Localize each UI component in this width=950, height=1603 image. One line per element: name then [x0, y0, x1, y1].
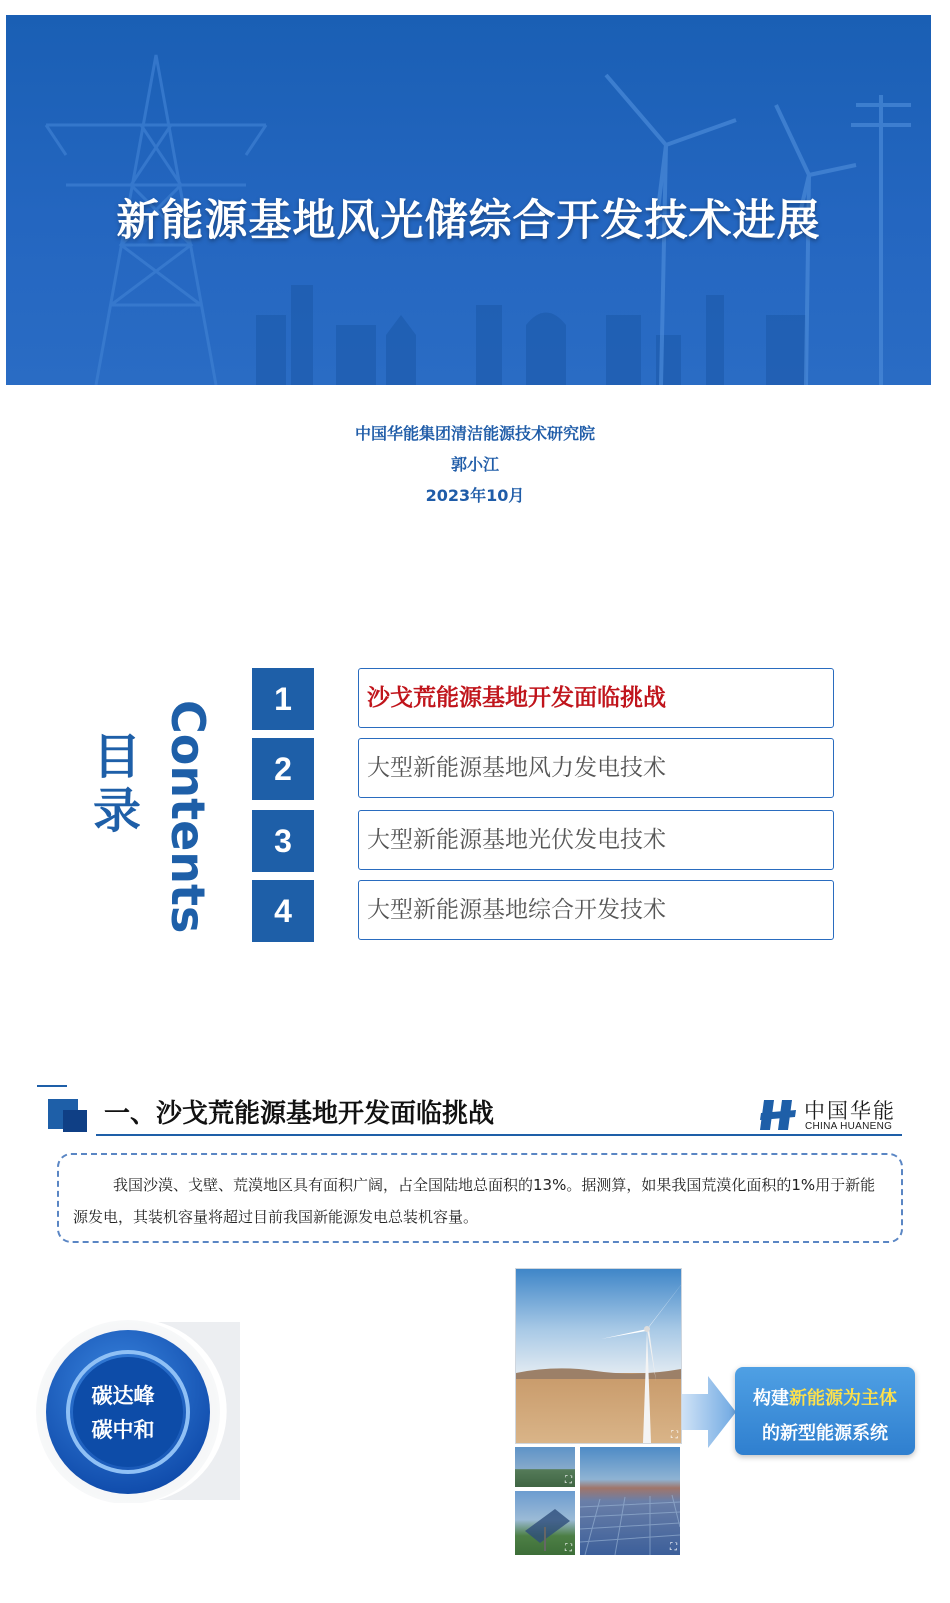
- goal-prefix: 构建: [753, 1388, 789, 1409]
- solar-field-photo-1[interactable]: [515, 1447, 575, 1487]
- section-title-rule: [96, 1134, 902, 1136]
- expand-icon[interactable]: ⛶: [670, 1542, 677, 1553]
- badge-line-1: 碳达峰: [91, 1384, 155, 1408]
- contents-heading-en: Contents: [161, 700, 215, 934]
- contents-number: 3: [252, 810, 314, 872]
- expand-icon[interactable]: ⛶: [671, 1430, 678, 1441]
- cover-date: 2023年10月: [425, 486, 525, 505]
- intro-note: 我国沙漠、戈壁、荒漠地区具有面积广阔，占全国陆地总面积的13%。据测算，如果我国荒漠化面积的1%用于新能源发电，其装机容量将超过目前我国新能源发电总装机容量。: [57, 1153, 903, 1243]
- contents-heading-cn: 目录: [92, 729, 141, 839]
- contents-number: 2: [252, 738, 314, 800]
- contents-item-1[interactable]: 沙戈荒能源基地开发面临挑战: [358, 668, 834, 728]
- solar-field-photo-2[interactable]: [580, 1447, 680, 1555]
- badge-line-2: 碳中和: [91, 1418, 155, 1442]
- cover-info: [0, 418, 950, 511]
- goal-line-1: [735, 1384, 915, 1410]
- section-marker-shadow: [63, 1110, 87, 1132]
- contents-number: 1: [252, 668, 314, 730]
- wind-turbine-icon: [516, 1269, 681, 1443]
- section-title: 一、沙戈荒能源基地开发面临挑战: [104, 1099, 495, 1129]
- logo-text-en: CHINA HUANENG: [805, 1121, 893, 1132]
- cover-organization: 中国华能集团清洁能源技术研究院: [354, 424, 595, 443]
- goal-highlight: 新能源为主体: [789, 1388, 897, 1409]
- cover-title: 新能源基地风光储综合开发技术进展: [116, 196, 821, 246]
- solar-field-photo-3[interactable]: [515, 1491, 575, 1555]
- wind-turbine-photo[interactable]: [515, 1268, 682, 1444]
- expand-icon[interactable]: ⛶: [565, 1475, 572, 1486]
- logo-text-cn: 中国华能: [804, 1099, 896, 1123]
- cover-banner: [6, 15, 931, 385]
- section-accent-line: [37, 1085, 67, 1087]
- expand-icon[interactable]: ⛶: [565, 1543, 572, 1554]
- carbon-badge: [18, 1318, 248, 1503]
- cover-author: 郭小江: [450, 455, 499, 474]
- contents-item-3[interactable]: 大型新能源基地光伏发电技术: [358, 810, 834, 870]
- contents-number: 4: [252, 880, 314, 942]
- goal-line-2: 的新型能源系统: [762, 1423, 888, 1444]
- china-huaneng-logo-icon: [758, 1098, 798, 1132]
- contents-item-4[interactable]: 大型新能源基地综合开发技术: [358, 880, 834, 940]
- contents-item-2[interactable]: 大型新能源基地风力发电技术: [358, 738, 834, 798]
- goal-callout: [735, 1367, 915, 1455]
- arrow-right-icon: [680, 1372, 740, 1452]
